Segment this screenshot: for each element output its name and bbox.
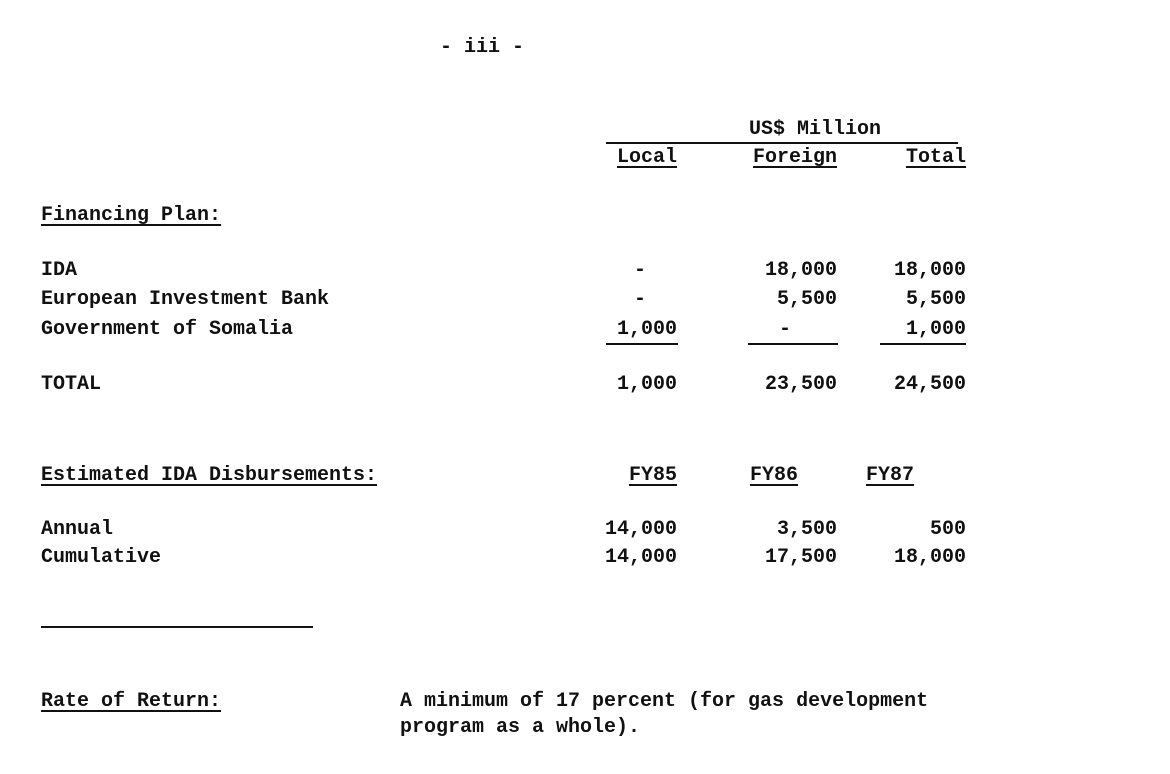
- row-label: IDA: [41, 259, 78, 282]
- row-label: European Investment Bank: [41, 288, 330, 311]
- cell-fy87: 18,000: [893, 546, 966, 569]
- subtotal-rule-local: [606, 343, 678, 345]
- cell-total: 1,000: [905, 318, 966, 341]
- cell-foreign: 5,500: [776, 288, 837, 311]
- cell-local: -: [633, 288, 646, 311]
- total-local: 1,000: [616, 373, 677, 396]
- cell-fy85: 14,000: [604, 546, 677, 569]
- cell-fy86: 17,500: [764, 546, 837, 569]
- year-header-fy86: FY86: [750, 464, 799, 487]
- year-header-fy87: FY87: [866, 464, 915, 487]
- cell-total: 18,000: [893, 259, 966, 282]
- cell-total: 5,500: [905, 288, 966, 311]
- unit-header-rule: [606, 142, 958, 144]
- total-label: TOTAL: [41, 373, 102, 396]
- col-header-total: Total: [905, 146, 966, 169]
- total-foreign: 23,500: [764, 373, 837, 396]
- row-label: Cumulative: [41, 546, 162, 569]
- rate-of-return-text-line1: A minimum of 17 percent (for gas development: [400, 690, 929, 713]
- row-label: Annual: [41, 518, 114, 541]
- rate-of-return-text-line2: program as a whole).: [400, 716, 641, 739]
- subtotal-rule-total: [880, 343, 966, 345]
- rate-of-return-label: Rate of Return:: [41, 690, 222, 713]
- unit-label: US$ Million: [748, 118, 882, 141]
- page-number: - iii -: [440, 36, 525, 59]
- cell-foreign: 18,000: [764, 259, 837, 282]
- cell-fy87: 500: [929, 518, 966, 541]
- subtotal-rule-foreign: [748, 343, 838, 345]
- disbursements-label: Estimated IDA Disbursements:: [41, 464, 378, 487]
- col-header-local: Local: [616, 146, 677, 169]
- financing-plan-label: Financing Plan:: [41, 204, 222, 227]
- cell-fy86: 3,500: [776, 518, 837, 541]
- total-total: 24,500: [893, 373, 966, 396]
- cell-local: 1,000: [616, 318, 677, 341]
- footnote-separator: [41, 626, 313, 628]
- cell-local: -: [633, 259, 646, 282]
- year-header-fy85: FY85: [628, 464, 677, 487]
- cell-foreign: -: [778, 318, 791, 341]
- cell-fy85: 14,000: [604, 518, 677, 541]
- row-label: Government of Somalia: [41, 318, 294, 341]
- col-header-foreign: Foreign: [752, 146, 837, 169]
